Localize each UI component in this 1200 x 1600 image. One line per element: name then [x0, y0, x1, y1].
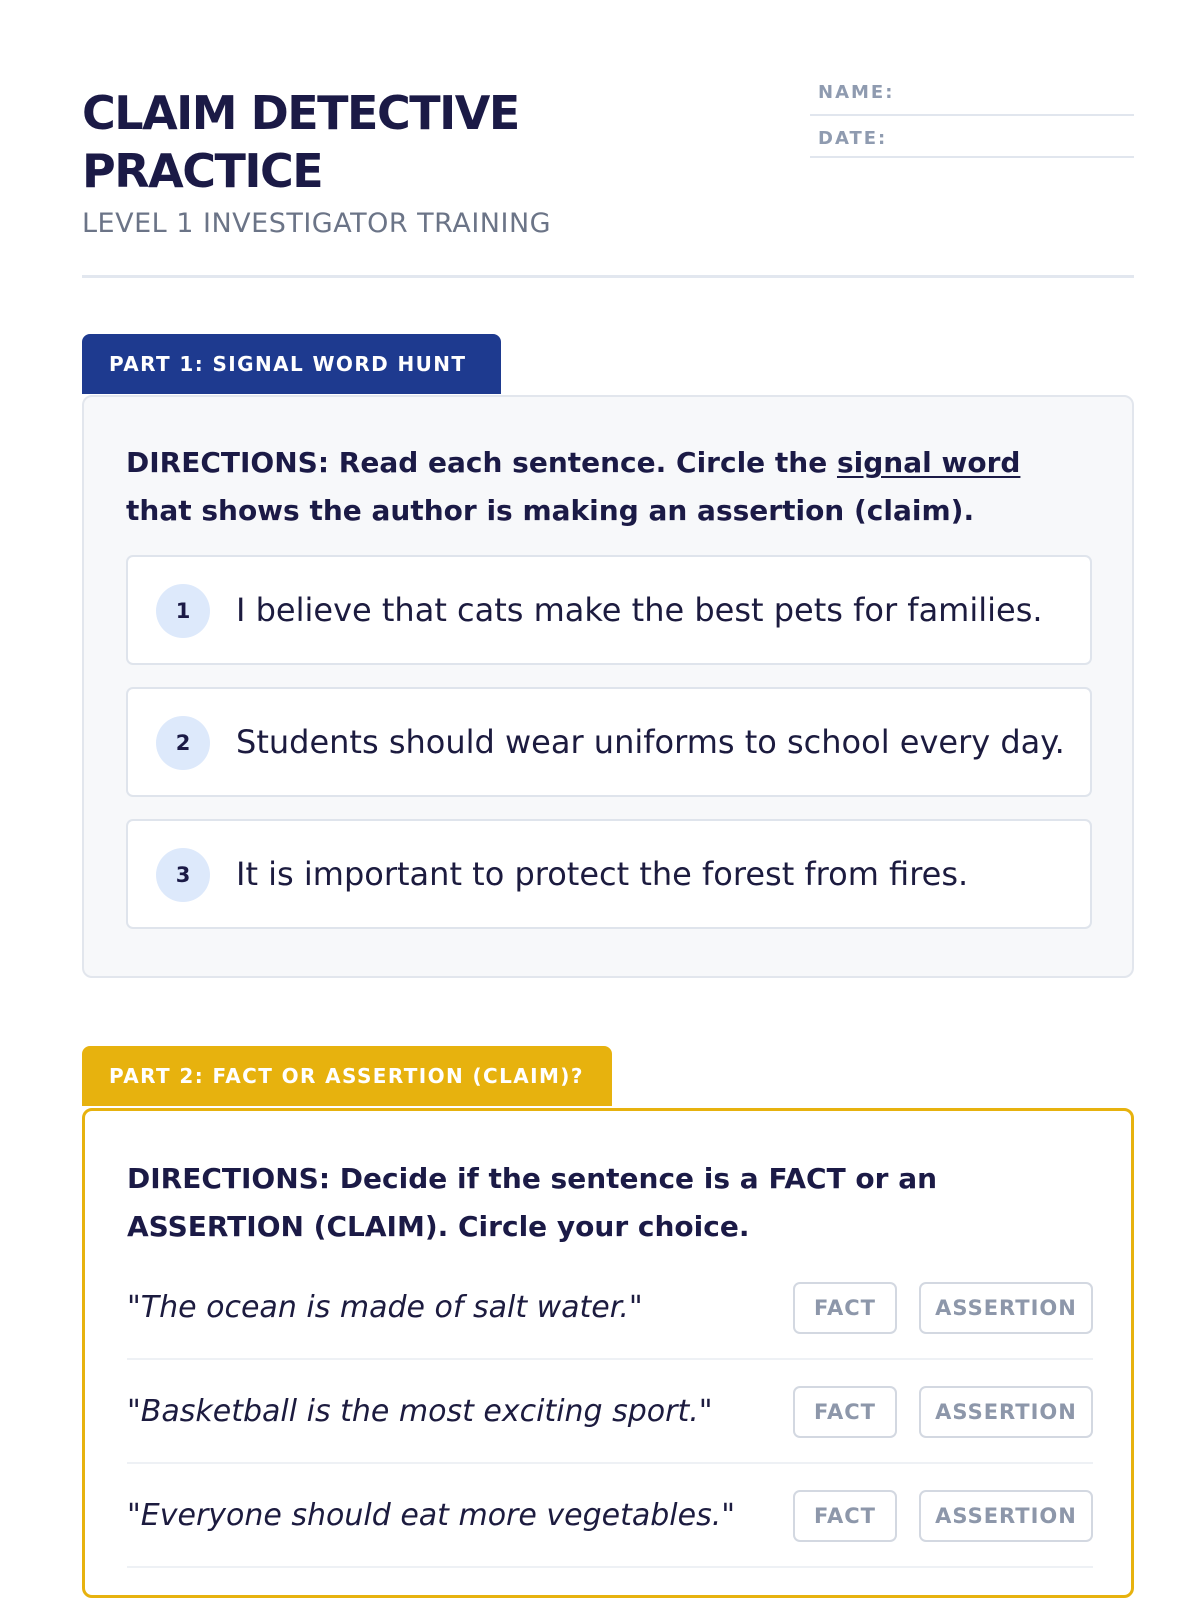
assertion-choice-button[interactable]: ASSERTION: [919, 1282, 1093, 1334]
quiz-quote: "The ocean is made of salt water.": [127, 1290, 643, 1325]
directions-assertion-word: ASSERTION (CLAIM): [127, 1210, 438, 1243]
page-subtitle: LEVEL 1 INVESTIGATOR TRAINING: [82, 208, 552, 239]
name-label: NAME:: [818, 82, 895, 103]
quiz-row: [127, 1256, 1093, 1360]
quiz-row: [127, 1360, 1093, 1464]
signal-word-emphasis: signal word: [836, 446, 1021, 479]
directions-fact-word: FACT: [768, 1162, 846, 1195]
assertion-choice-button[interactable]: ASSERTION: [919, 1490, 1093, 1542]
part2-directions: [127, 1155, 1087, 1251]
part1-directions: [126, 439, 1086, 535]
student-info: [810, 76, 1134, 158]
fact-choice-button[interactable]: FACT: [793, 1282, 897, 1334]
sentence-number-badge: 1: [156, 584, 210, 638]
sentence-card[interactable]: [126, 819, 1092, 929]
name-field[interactable]: [810, 76, 1134, 116]
sentence-number-badge: 2: [156, 716, 210, 770]
sentence-number-badge: 3: [156, 848, 210, 902]
part1-panel: [82, 395, 1134, 978]
fact-choice-button[interactable]: FACT: [793, 1490, 897, 1542]
sentence-text[interactable]: Students should wear uniforms to school every day.: [236, 723, 1065, 761]
part1-directions-prefix: DIRECTIONS: Read each sentence. Circle the: [126, 446, 837, 479]
part2-directions-b: or an: [845, 1162, 938, 1195]
fact-choice-button[interactable]: FACT: [793, 1386, 897, 1438]
part2-directions-a: DIRECTIONS: Decide if the sentence is a: [127, 1162, 769, 1195]
sentence-card[interactable]: [126, 687, 1092, 797]
sentence-text[interactable]: I believe that cats make the best pets for families.: [236, 591, 1043, 629]
quiz-row: [127, 1464, 1093, 1568]
page-title: CLAIM DETECTIVE PRACTICE: [82, 86, 519, 198]
part2-directions-c: . Circle your choice.: [437, 1210, 750, 1243]
date-label: DATE:: [818, 128, 888, 149]
part2-tab: PART 2: FACT OR ASSERTION (CLAIM)?: [82, 1046, 612, 1106]
header-divider: [82, 275, 1134, 278]
worksheet: [82, 0, 1134, 1600]
part1-directions-suffix: that shows the author is making an assertion (claim).: [126, 494, 975, 527]
date-field[interactable]: [810, 116, 1134, 158]
sentence-card[interactable]: [126, 555, 1092, 665]
assertion-choice-button[interactable]: ASSERTION: [919, 1386, 1093, 1438]
part1-tab: PART 1: SIGNAL WORD HUNT: [82, 334, 501, 394]
quiz-quote: "Basketball is the most exciting sport.": [127, 1394, 713, 1429]
quiz-quote: "Everyone should eat more vegetables.": [127, 1498, 736, 1533]
part2-panel: [82, 1108, 1134, 1598]
sentence-text[interactable]: It is important to protect the forest from fires.: [236, 855, 969, 893]
